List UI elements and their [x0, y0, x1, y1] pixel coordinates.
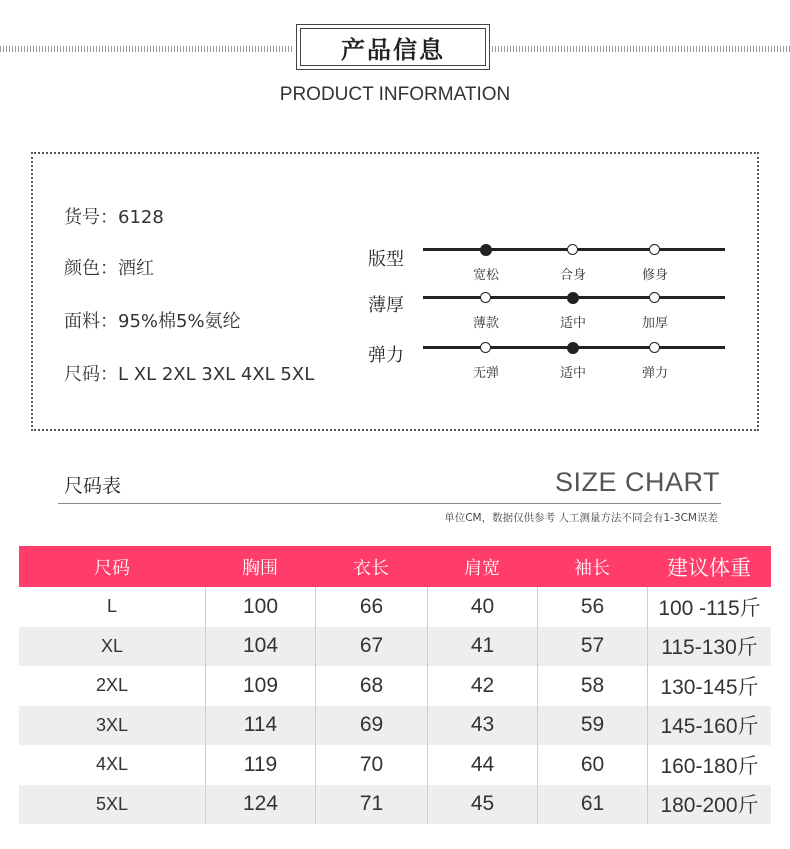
attr-thickness-dot-1 — [567, 292, 579, 304]
attr-thickness-dot-2 — [649, 292, 660, 303]
table-cell: XL — [100, 635, 124, 656]
table-cell: 100 — [205, 587, 315, 627]
size-chart-label-en: SIZE CHART — [554, 467, 720, 497]
table-row — [19, 785, 771, 825]
attr-fit-label: 版型 — [368, 249, 404, 270]
table-cell: 66 — [315, 587, 427, 627]
table-cell: 70 — [315, 745, 427, 785]
table-row — [19, 745, 771, 785]
table-cell: 160-180斤 — [647, 745, 771, 785]
attr-thickness-dot-0 — [480, 292, 491, 303]
table-row — [19, 706, 771, 746]
attr-stretch-label: 弹力 — [368, 345, 404, 366]
table-cell: 119 — [205, 745, 315, 785]
size-chart-divider — [58, 503, 721, 504]
fabric-info: 面料：95%棉5%氨纶 — [64, 311, 241, 332]
table-cell: 71 — [315, 785, 427, 825]
page-title: 产品信息 — [300, 28, 486, 66]
table-cell: 40 — [427, 587, 537, 627]
size-list: 尺码：L XL 2XL 3XL 4XL 5XL — [64, 364, 315, 385]
table-cell: 57 — [537, 627, 647, 667]
attr-fit-dot-0 — [480, 244, 492, 256]
table-cell: 145-160斤 — [647, 706, 771, 746]
header-rule-left — [0, 46, 294, 52]
table-cell: 124 — [205, 785, 315, 825]
table-cell: 44 — [427, 745, 537, 785]
table-cell: 56 — [537, 587, 647, 627]
table-cell: 58 — [537, 666, 647, 706]
table-cell: 59 — [537, 706, 647, 746]
header-rule-right — [492, 46, 790, 52]
attr-stretch-dot-2 — [649, 342, 660, 353]
column-header: 胸围 — [242, 557, 278, 579]
attr-stretch-dot-0 — [480, 342, 491, 353]
attr-thickness-label: 薄厚 — [368, 295, 404, 316]
table-cell: 130-145斤 — [647, 666, 771, 706]
attr-stretch-option-0: 无弹 — [472, 366, 499, 381]
table-cell: 42 — [427, 666, 537, 706]
table-cell: 180-200斤 — [647, 785, 771, 825]
table-cell: 45 — [427, 785, 537, 825]
table-cell: 104 — [205, 627, 315, 667]
size-chart-label: 尺码表 — [64, 475, 122, 497]
color-info: 颜色：酒红 — [64, 258, 154, 279]
table-cell: 61 — [537, 785, 647, 825]
table-cell: 3XL — [95, 714, 129, 735]
table-row — [19, 587, 771, 627]
attr-fit-option-2: 修身 — [641, 268, 668, 283]
attr-stretch-option-1: 适中 — [559, 366, 586, 381]
table-cell: 67 — [315, 627, 427, 667]
size-chart-note: 单位CM，数据仅供参考 人工测量方法不同会有1-3CM误差 — [444, 512, 718, 524]
attr-fit-option-0: 宽松 — [472, 268, 499, 283]
attr-thickness-option-1: 适中 — [559, 316, 586, 331]
table-cell: L — [106, 596, 117, 617]
table-cell: 115-130斤 — [647, 627, 771, 667]
column-header: 肩宽 — [464, 557, 500, 579]
size-table — [19, 546, 771, 824]
table-cell: 100 -115斤 — [647, 587, 771, 627]
item-number: 货号：6128 — [64, 207, 164, 228]
table-cell: 2XL — [95, 675, 129, 696]
table-row — [19, 666, 771, 706]
attr-fit-dot-1 — [567, 244, 578, 255]
size-table-header — [19, 546, 771, 587]
column-header: 尺码 — [94, 557, 130, 579]
table-cell: 68 — [315, 666, 427, 706]
column-header: 袖长 — [574, 557, 610, 579]
column-header: 建议体重 — [667, 555, 751, 580]
table-cell: 43 — [427, 706, 537, 746]
table-cell: 109 — [205, 666, 315, 706]
column-header: 衣长 — [353, 557, 389, 579]
attr-stretch-dot-1 — [567, 342, 579, 354]
table-cell: 69 — [315, 706, 427, 746]
attr-stretch-option-2: 弹力 — [641, 366, 668, 381]
attr-fit-option-1: 合身 — [559, 268, 586, 283]
table-cell: 41 — [427, 627, 537, 667]
table-cell: 114 — [205, 706, 315, 746]
page-subtitle: PRODUCT INFORMATION — [279, 84, 511, 105]
table-cell: 4XL — [95, 754, 129, 775]
attr-thickness-option-0: 薄款 — [472, 316, 499, 331]
table-row — [19, 627, 771, 667]
table-cell: 60 — [537, 745, 647, 785]
attr-fit-dot-2 — [649, 244, 660, 255]
title-frame — [296, 24, 490, 70]
table-cell: 5XL — [95, 793, 129, 814]
attr-thickness-option-2: 加厚 — [641, 316, 668, 331]
